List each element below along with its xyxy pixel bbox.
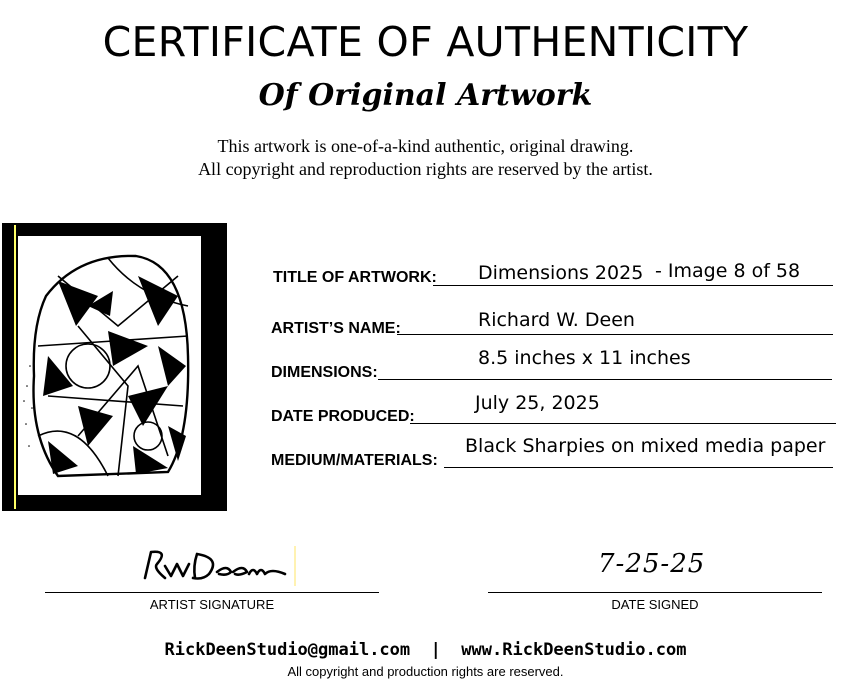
title-of-artwork-value: Dimensions 2025 <box>478 262 644 284</box>
date-signed-value: 7-25-25 <box>598 549 706 579</box>
medium-materials-value: Black Sharpies on mixed media paper <box>465 435 826 457</box>
authenticity-statement-line-2: All copyright and reproduction rights are reserved by the artist. <box>198 159 653 179</box>
date-produced-label: DATE PRODUCED: <box>271 408 415 425</box>
artists-name-line <box>397 334 833 335</box>
title-of-artwork-image-number: - Image 8 of 58 <box>655 260 801 282</box>
date-signed-line <box>488 592 822 593</box>
dimensions-value: 8.5 inches x 11 inches <box>478 347 691 369</box>
artwork-image <box>18 236 201 495</box>
date-produced-value: July 25, 2025 <box>475 392 600 414</box>
dimensions-label: DIMENSIONS: <box>271 364 378 381</box>
artists-name-value: Richard W. Deen <box>478 309 635 331</box>
artist-signature-caption: ARTIST SIGNATURE <box>149 597 275 612</box>
medium-materials-label: MEDIUM/MATERIALS: <box>271 452 438 469</box>
authenticity-statement-line-1: This artwork is one-of-a-kind authentic, original drawing. <box>217 136 634 156</box>
medium-materials-line <box>444 467 833 468</box>
artwork-frame-edge <box>14 225 16 509</box>
artist-signature-image <box>135 544 300 588</box>
date-produced-line <box>410 423 836 424</box>
title-of-artwork-line <box>433 285 833 286</box>
dimensions-line <box>378 379 832 380</box>
artist-signature-line <box>45 592 379 593</box>
certificate-subtitle: Of Original Artwork <box>258 78 593 113</box>
date-signed-caption: DATE SIGNED <box>611 597 699 612</box>
artists-name-label: ARTIST’S NAME: <box>271 320 401 337</box>
footer-contact-info: RickDeenStudio@gmail.com | www.RickDeenStudio.com <box>164 640 687 660</box>
certificate-title: CERTIFICATE OF AUTHENTICITY <box>102 18 749 66</box>
footer-rights-notice: All copyright and production rights are reserved. <box>287 664 564 679</box>
title-of-artwork-label: TITLE OF ARTWORK: <box>273 269 437 286</box>
